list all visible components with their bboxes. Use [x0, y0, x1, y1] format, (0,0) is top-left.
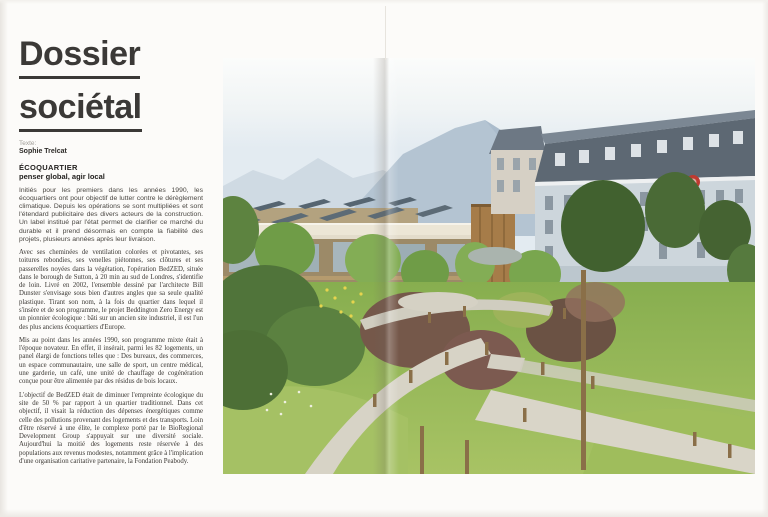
title-line-2: sociétal — [19, 87, 142, 132]
gutter-fold — [373, 58, 399, 474]
page-edge-top — [0, 0, 768, 4]
ecoquartier-photo — [223, 58, 755, 474]
title-row-2 — [19, 87, 203, 132]
body-paragraph-2: Mis au point dans les années 1990, son programme mixte était à l'époque novateur. En effet, il insérait, parmi les 82 logements, un panel élargi de fonctions telles que : Des bureaux, des commerces, un espace communautaire, une salle de sport, un centre médical, une garderie, un café, une unité de chauffage de cogénération conçue pour être alimentée par des résidus de bois locaux. — [19, 336, 203, 386]
intro-paragraph: Initiés pour les premiers dans les années 1990, les écoquartiers ont pour objectif de lutter contre le dérèglement climatique. Depuis les opérations se sont multipliées et sont l'étendard publicitaire des divers acteurs de la construction. Un label institué par l'état permet de clarifier ce marché du durable et il prend désormais en compte la fiabilité des projets, plusieurs années après leur livraison. — [19, 186, 203, 243]
page-edge-right — [762, 0, 768, 517]
page-edge-bottom — [0, 509, 768, 517]
byline — [19, 140, 203, 157]
section-subtitle: penser global, agir local — [19, 171, 105, 181]
page-edge-left — [0, 0, 8, 517]
garden — [223, 265, 755, 474]
section-kicker: ÉCOQUARTIER — [19, 162, 78, 172]
pond — [468, 247, 522, 265]
title-line-1: Dossier — [19, 34, 140, 79]
gutter-line — [385, 6, 386, 60]
title-row-1 — [19, 34, 203, 79]
photo-illustration — [223, 58, 755, 474]
byline-author: Sophie Trelcat — [19, 148, 67, 155]
article-title — [19, 34, 203, 132]
byline-label: Texte: — [19, 140, 37, 147]
article-column — [19, 34, 203, 466]
body-paragraph-1: Avec ses cheminées de ventilation colorées et pivotantes, ses toitures rebondies, ses venelles piétonnes, ses clôtures et ses passerelles noyées dans la végétation, l'opération BedZED, située dans le borough de Sutton, à 20 min au sud de Londres, s'identifie de loin. Livré en 2002, l'ensemble dessiné par l'architecte Bill Dunster s'envisage sous bien d'autres angles que sa seule qualité plastique. Tirant son nom, à la fois du quartier dans lequel il s'insère et de son programme, le projet Beddington Zero Energy est un pionnier écologique : bâti sur un ancien site industriel, il est l'un des plus anciens écoquartiers d'Europe. — [19, 248, 203, 331]
section-header — [19, 163, 203, 181]
body-paragraph-3: L'objectif de BedZED était de diminuer l'empreinte écologique du site de 50 % par rapport à un quartier traditionnel. Dans cet objectif, il visait la réduction des dépenses énergétiques comme celle des pollutions provenant des logements et des transports. Loin d'être réservé à une élite, le complexe porté par le BioRegional Development Group s'appuyait sur une diversité sociale. Aujourd'hui la moitié des logements reste réservée à des populations aux revenus modestes, notamment grâce à l'implication d'une organisation caritative partenaire, la Fondation Peabody. — [19, 391, 203, 466]
